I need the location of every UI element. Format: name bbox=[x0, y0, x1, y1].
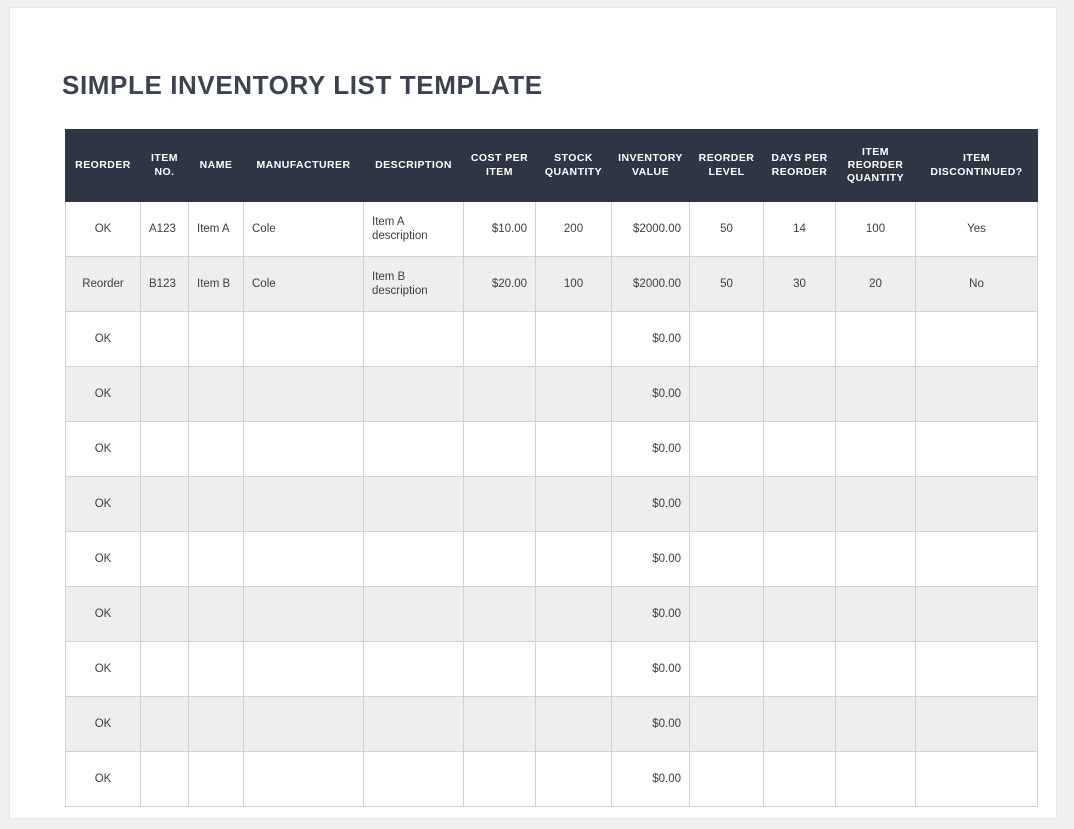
cell-name[interactable] bbox=[189, 312, 244, 367]
cell-stock-quantity[interactable]: 100 bbox=[536, 257, 612, 312]
column-header-manufacturer: MANUFACTURER bbox=[244, 130, 364, 202]
cell-stock-quantity[interactable] bbox=[536, 312, 612, 367]
cell-description[interactable] bbox=[364, 477, 464, 532]
cell-name[interactable] bbox=[189, 532, 244, 587]
cell-name[interactable]: Item B bbox=[189, 257, 244, 312]
cell-item-discontinued[interactable]: Yes bbox=[916, 202, 1038, 257]
cell-item-discontinued[interactable] bbox=[916, 642, 1038, 697]
column-header-description: DESCRIPTION bbox=[364, 130, 464, 202]
column-header-item-discontinued: ITEM DISCONTINUED? bbox=[916, 130, 1038, 202]
cell-item-reorder-quantity[interactable] bbox=[836, 587, 916, 642]
table-row[interactable] bbox=[66, 202, 1038, 257]
cell-item-reorder-quantity[interactable] bbox=[836, 312, 916, 367]
cell-stock-quantity[interactable] bbox=[536, 422, 612, 477]
cell-cost-per-item[interactable] bbox=[464, 697, 536, 752]
cell-inventory-value[interactable]: $0.00 bbox=[612, 752, 690, 807]
cell-name[interactable] bbox=[189, 477, 244, 532]
cell-days-per-reorder[interactable] bbox=[764, 422, 836, 477]
cell-cost-per-item[interactable] bbox=[464, 587, 536, 642]
cell-reorder-level[interactable] bbox=[690, 642, 764, 697]
cell-days-per-reorder[interactable] bbox=[764, 697, 836, 752]
cell-item-no[interactable] bbox=[141, 752, 189, 807]
cell-manufacturer[interactable] bbox=[244, 367, 364, 422]
table-header-row bbox=[66, 130, 1038, 202]
cell-days-per-reorder[interactable]: 14 bbox=[764, 202, 836, 257]
cell-item-no[interactable] bbox=[141, 312, 189, 367]
column-header-item-reorder-quantity: ITEM REORDER QUANTITY bbox=[836, 130, 916, 202]
inventory-table bbox=[65, 129, 1038, 807]
cell-item-discontinued[interactable] bbox=[916, 587, 1038, 642]
cell-item-no[interactable] bbox=[141, 697, 189, 752]
cell-cost-per-item[interactable] bbox=[464, 752, 536, 807]
cell-stock-quantity[interactable]: 200 bbox=[536, 202, 612, 257]
cell-manufacturer[interactable]: Cole bbox=[244, 257, 364, 312]
cell-cost-per-item[interactable] bbox=[464, 422, 536, 477]
cell-item-discontinued[interactable] bbox=[916, 752, 1038, 807]
cell-item-no[interactable] bbox=[141, 367, 189, 422]
cell-name[interactable] bbox=[189, 642, 244, 697]
cell-name[interactable] bbox=[189, 752, 244, 807]
page-title: SIMPLE INVENTORY LIST TEMPLATE bbox=[62, 70, 543, 100]
cell-manufacturer[interactable] bbox=[244, 752, 364, 807]
cell-inventory-value[interactable]: $0.00 bbox=[612, 697, 690, 752]
column-header-reorder-level: REORDER LEVEL bbox=[690, 130, 764, 202]
cell-cost-per-item[interactable] bbox=[464, 532, 536, 587]
cell-days-per-reorder[interactable] bbox=[764, 477, 836, 532]
cell-days-per-reorder[interactable] bbox=[764, 532, 836, 587]
cell-days-per-reorder[interactable] bbox=[764, 312, 836, 367]
cell-reorder-level[interactable] bbox=[690, 697, 764, 752]
cell-cost-per-item[interactable] bbox=[464, 367, 536, 422]
cell-reorder[interactable]: OK bbox=[66, 697, 141, 752]
cell-days-per-reorder[interactable] bbox=[764, 367, 836, 422]
cell-inventory-value[interactable]: $2000.00 bbox=[612, 202, 690, 257]
cell-item-reorder-quantity[interactable] bbox=[836, 697, 916, 752]
cell-item-no[interactable]: A123 bbox=[141, 202, 189, 257]
table-row[interactable] bbox=[66, 587, 1038, 642]
cell-inventory-value[interactable]: $0.00 bbox=[612, 312, 690, 367]
cell-inventory-value[interactable]: $0.00 bbox=[612, 642, 690, 697]
cell-name[interactable] bbox=[189, 367, 244, 422]
column-header-stock-quantity: STOCK QUANTITY bbox=[536, 130, 612, 202]
cell-stock-quantity[interactable] bbox=[536, 697, 612, 752]
cell-reorder[interactable]: OK bbox=[66, 642, 141, 697]
cell-description[interactable] bbox=[364, 367, 464, 422]
cell-item-discontinued[interactable]: No bbox=[916, 257, 1038, 312]
column-header-name: NAME bbox=[189, 130, 244, 202]
cell-manufacturer[interactable] bbox=[244, 697, 364, 752]
column-header-item-no: ITEM NO. bbox=[141, 130, 189, 202]
cell-inventory-value[interactable]: $2000.00 bbox=[612, 257, 690, 312]
cell-cost-per-item[interactable] bbox=[464, 477, 536, 532]
cell-reorder-level[interactable] bbox=[690, 532, 764, 587]
cell-description[interactable] bbox=[364, 587, 464, 642]
cell-item-discontinued[interactable] bbox=[916, 422, 1038, 477]
cell-reorder[interactable]: OK bbox=[66, 587, 141, 642]
cell-inventory-value[interactable]: $0.00 bbox=[612, 477, 690, 532]
cell-description[interactable] bbox=[364, 422, 464, 477]
cell-item-discontinued[interactable] bbox=[916, 477, 1038, 532]
cell-name[interactable]: Item A bbox=[189, 202, 244, 257]
cell-manufacturer[interactable] bbox=[244, 532, 364, 587]
cell-reorder[interactable]: Reorder bbox=[66, 257, 141, 312]
table-row[interactable] bbox=[66, 752, 1038, 807]
cell-reorder-level[interactable]: 50 bbox=[690, 202, 764, 257]
cell-item-no[interactable] bbox=[141, 642, 189, 697]
cell-inventory-value[interactable]: $0.00 bbox=[612, 532, 690, 587]
cell-days-per-reorder[interactable] bbox=[764, 752, 836, 807]
cell-reorder[interactable]: OK bbox=[66, 422, 141, 477]
cell-cost-per-item[interactable]: $10.00 bbox=[464, 202, 536, 257]
cell-description[interactable] bbox=[364, 642, 464, 697]
cell-item-discontinued[interactable] bbox=[916, 312, 1038, 367]
cell-manufacturer[interactable] bbox=[244, 477, 364, 532]
cell-description[interactable]: Item A description bbox=[364, 202, 464, 257]
cell-reorder[interactable]: OK bbox=[66, 312, 141, 367]
cell-cost-per-item[interactable] bbox=[464, 312, 536, 367]
column-header-cost-per-item: COST PER ITEM bbox=[464, 130, 536, 202]
cell-manufacturer[interactable] bbox=[244, 642, 364, 697]
cell-description[interactable] bbox=[364, 532, 464, 587]
cell-item-no[interactable] bbox=[141, 477, 189, 532]
table-row[interactable] bbox=[66, 532, 1038, 587]
cell-reorder-level[interactable] bbox=[690, 422, 764, 477]
cell-item-reorder-quantity[interactable] bbox=[836, 422, 916, 477]
table-body bbox=[66, 202, 1038, 807]
cell-item-reorder-quantity[interactable] bbox=[836, 752, 916, 807]
table-row[interactable] bbox=[66, 642, 1038, 697]
cell-description[interactable] bbox=[364, 697, 464, 752]
cell-name[interactable] bbox=[189, 587, 244, 642]
cell-description[interactable]: Item B description bbox=[364, 257, 464, 312]
cell-stock-quantity[interactable] bbox=[536, 477, 612, 532]
cell-reorder-level[interactable] bbox=[690, 752, 764, 807]
cell-reorder[interactable]: OK bbox=[66, 367, 141, 422]
cell-item-no[interactable] bbox=[141, 532, 189, 587]
cell-stock-quantity[interactable] bbox=[536, 532, 612, 587]
table-row[interactable] bbox=[66, 477, 1038, 532]
cell-cost-per-item[interactable]: $20.00 bbox=[464, 257, 536, 312]
table-row[interactable] bbox=[66, 312, 1038, 367]
column-header-inventory-value: INVENTORY VALUE bbox=[612, 130, 690, 202]
cell-item-reorder-quantity[interactable] bbox=[836, 477, 916, 532]
cell-reorder[interactable]: OK bbox=[66, 532, 141, 587]
cell-stock-quantity[interactable] bbox=[536, 367, 612, 422]
cell-stock-quantity[interactable] bbox=[536, 587, 612, 642]
table-row[interactable] bbox=[66, 697, 1038, 752]
column-header-days-per-reorder: DAYS PER REORDER bbox=[764, 130, 836, 202]
cell-description[interactable] bbox=[364, 312, 464, 367]
cell-manufacturer[interactable] bbox=[244, 312, 364, 367]
cell-reorder-level[interactable]: 50 bbox=[690, 257, 764, 312]
cell-reorder[interactable]: OK bbox=[66, 202, 141, 257]
cell-name[interactable] bbox=[189, 422, 244, 477]
cell-stock-quantity[interactable] bbox=[536, 752, 612, 807]
cell-item-discontinued[interactable] bbox=[916, 532, 1038, 587]
document-page bbox=[9, 7, 1057, 819]
cell-inventory-value[interactable]: $0.00 bbox=[612, 367, 690, 422]
table-header bbox=[66, 130, 1038, 202]
cell-item-reorder-quantity[interactable] bbox=[836, 367, 916, 422]
cell-days-per-reorder[interactable]: 30 bbox=[764, 257, 836, 312]
cell-item-reorder-quantity[interactable] bbox=[836, 532, 916, 587]
cell-item-discontinued[interactable] bbox=[916, 367, 1038, 422]
cell-reorder[interactable]: OK bbox=[66, 477, 141, 532]
cell-inventory-value[interactable]: $0.00 bbox=[612, 422, 690, 477]
cell-item-reorder-quantity[interactable] bbox=[836, 642, 916, 697]
cell-manufacturer[interactable]: Cole bbox=[244, 202, 364, 257]
cell-days-per-reorder[interactable] bbox=[764, 587, 836, 642]
table-row[interactable] bbox=[66, 367, 1038, 422]
cell-reorder-level[interactable] bbox=[690, 312, 764, 367]
column-header-reorder: REORDER bbox=[66, 130, 141, 202]
cell-item-no[interactable]: B123 bbox=[141, 257, 189, 312]
cell-cost-per-item[interactable] bbox=[464, 642, 536, 697]
cell-reorder-level[interactable] bbox=[690, 367, 764, 422]
cell-item-reorder-quantity[interactable]: 20 bbox=[836, 257, 916, 312]
cell-item-no[interactable] bbox=[141, 587, 189, 642]
cell-days-per-reorder[interactable] bbox=[764, 642, 836, 697]
table-row[interactable] bbox=[66, 257, 1038, 312]
cell-inventory-value[interactable]: $0.00 bbox=[612, 587, 690, 642]
cell-manufacturer[interactable] bbox=[244, 422, 364, 477]
cell-reorder-level[interactable] bbox=[690, 477, 764, 532]
cell-item-no[interactable] bbox=[141, 422, 189, 477]
cell-stock-quantity[interactable] bbox=[536, 642, 612, 697]
cell-reorder[interactable]: OK bbox=[66, 752, 141, 807]
cell-item-reorder-quantity[interactable]: 100 bbox=[836, 202, 916, 257]
cell-item-discontinued[interactable] bbox=[916, 697, 1038, 752]
cell-description[interactable] bbox=[364, 752, 464, 807]
table-row[interactable] bbox=[66, 422, 1038, 477]
cell-name[interactable] bbox=[189, 697, 244, 752]
inventory-table-container bbox=[65, 129, 1037, 807]
cell-manufacturer[interactable] bbox=[244, 587, 364, 642]
cell-reorder-level[interactable] bbox=[690, 587, 764, 642]
